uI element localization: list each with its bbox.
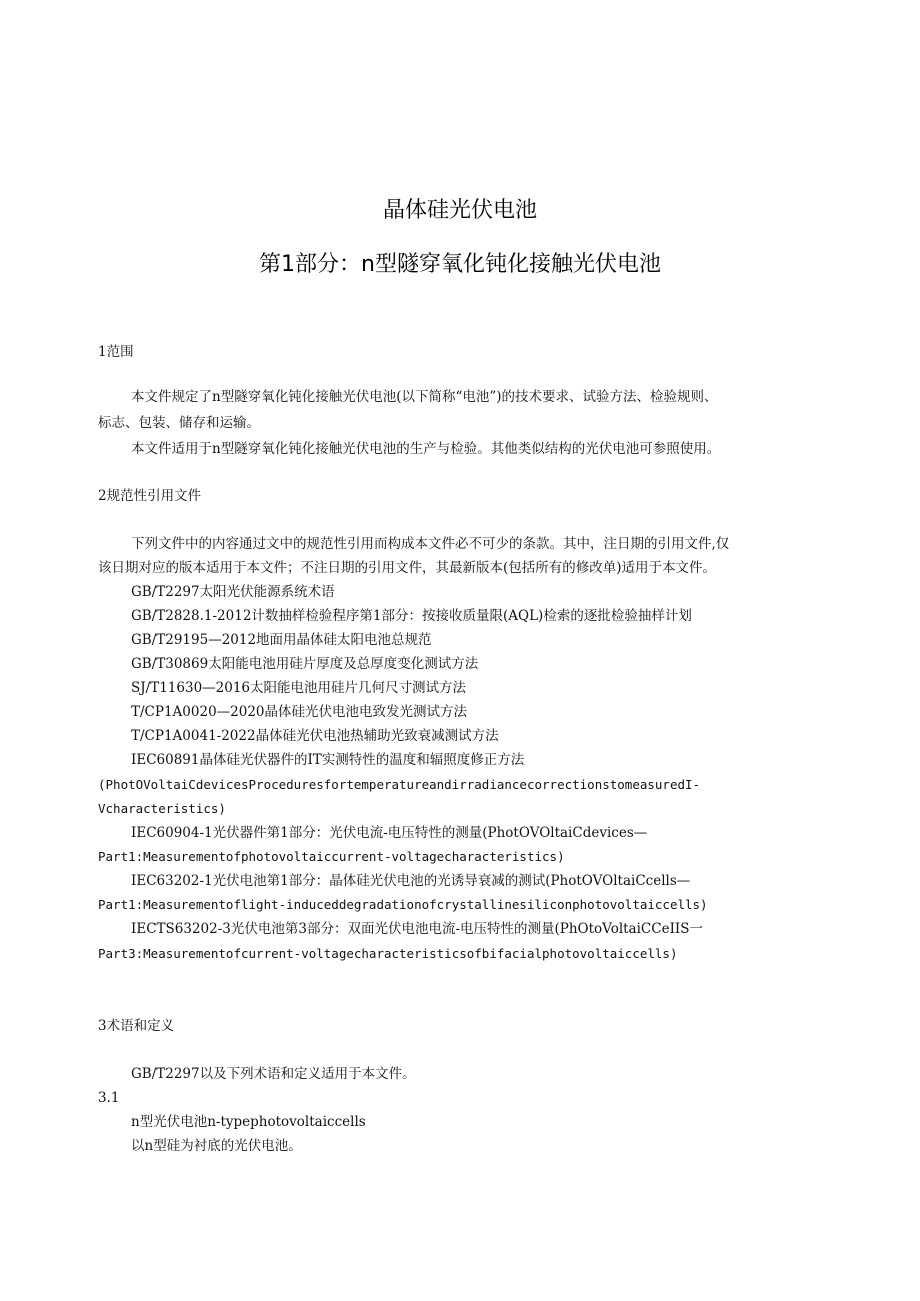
- document-title: 晶体硅光伏电池: [382, 198, 537, 223]
- section-1-paragraph-2: 本文件适用于n型隧穿氧化钝化接触光伏电池的生产与检验。其他类似结构的光伏电池可参照使用。: [131, 441, 721, 457]
- reference-t-cp1a0041: T/CP1A0041-2022晶体硅光伏电池热辅助光致衰减测试方法: [131, 728, 499, 744]
- reference-iec60891: IEC60891晶体硅光伏器件的IT实测特性的温度和辐照度修正方法: [131, 752, 525, 768]
- reference-gb-t29195: GB/T29195—2012地面用晶体硅太阳电池总规范: [131, 632, 432, 648]
- term-number: 3.1: [98, 1090, 120, 1106]
- reference-iec-ts63202-3: IECTS63202-3光伏电池第3部分：双面光伏电池电流-电压特性的测量(PhOtoVoltaiCCeIIS一: [131, 921, 703, 937]
- reference-iec60904-1-english: Part1:Measurementofphotovoltaiccurrent-voltagecharacteristics): [98, 849, 565, 864]
- section-1-paragraph-1-line-1: 本文件规定了n型隧穿氧化钝化接触光伏电池(以下简称“电池”)的技术要求、试验方法、检验规则、: [131, 389, 718, 405]
- reference-iec63202-1-english: Part1:Measurementoflight-induceddegradationofcrystallinesiliconphotovoltaiccells): [98, 897, 708, 912]
- reference-iec-ts63202-3-english: Part3:Measurementofcurrent-voltagecharacteristicsofbifacialphotovoltaiccells): [98, 946, 678, 961]
- section-1-paragraph-1-line-2: 标志、包装、储存和运输。: [98, 415, 260, 431]
- section-1-heading: 1范围: [98, 344, 134, 360]
- section-3-heading: 3术语和定义: [98, 1018, 175, 1034]
- term-definition: 以n型硅为衬底的光伏电池。: [131, 1138, 302, 1154]
- reference-sj-t11630: SJ/T11630—2016太阳能电池用硅片几何尺寸测试方法: [131, 680, 467, 696]
- term-name: n型光伏电池n-typephotovoltaiccells: [131, 1114, 366, 1130]
- reference-gb-t30869: GB/T30869太阳能电池用硅片厚度及总厚度变化测试方法: [131, 656, 479, 672]
- reference-gb-t2297: GB/T2297太阳光伏能源系统术语: [131, 584, 335, 600]
- document-subtitle: 第1部分：n型隧穿氧化钝化接触光伏电池: [259, 252, 661, 277]
- reference-iec60904-1: IEC60904-1光伏器件第1部分：光伏电流-电压特性的测量(PhotOVOltaiCdevices—: [131, 825, 648, 841]
- reference-iec60891-english-line-1: (PhotOVoltaiCdevicesProceduresfortemperatureandirradiancecorrectionstomeasuredI-: [98, 777, 701, 792]
- section-3-intro: GB/T2297以及下列术语和定义适用于本文件。: [131, 1066, 416, 1082]
- section-2-intro-line-2: 该日期对应的版本适用于本文件；不注日期的引用文件，其最新版本(包括所有的修改单)适用于本文件。: [98, 560, 717, 576]
- reference-t-cp1a0020: T/CP1A0020—2020晶体硅光伏电池电致发光测试方法: [131, 704, 468, 720]
- section-2-heading: 2规范性引用文件: [98, 488, 202, 504]
- reference-gb-t2828: GB/T2828.1-2012计数抽样检验程序第1部分：按接收质量限(AQL)检索的逐批检验抽样计划: [131, 608, 692, 624]
- reference-iec63202-1: IEC63202-1光伏电池第1部分：晶体硅光伏电池的光诱导衰减的测试(PhotOVOltaiCcells—: [131, 873, 691, 889]
- reference-iec60891-english-line-2: Vcharacteristics): [98, 801, 226, 816]
- section-2-intro-line-1: 下列文件中的内容通过文中的规范性引用而构成本文件必不可少的条款。其中，注日期的引用文件,仅: [131, 536, 730, 552]
